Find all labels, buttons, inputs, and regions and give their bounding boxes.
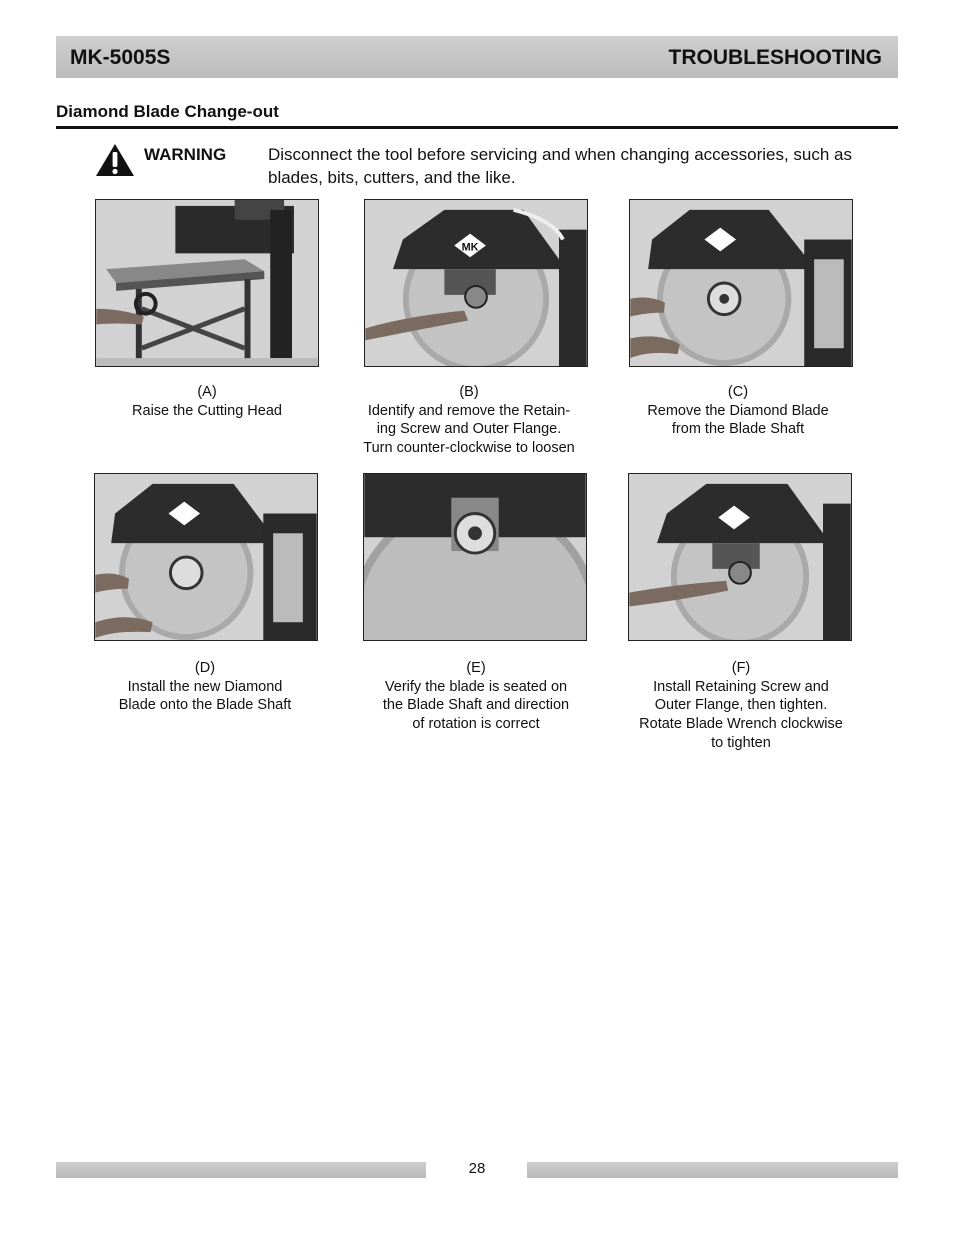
caption-b-line-3: Turn counter-clockwise to loosen — [363, 440, 575, 457]
photo-f-install-screw — [628, 473, 852, 641]
caption-f-line-4: to tighten — [711, 734, 771, 751]
section-title: Diamond Blade Change-out — [56, 102, 279, 121]
photo-c-remove-blade — [629, 199, 853, 367]
caption-d-letter: (D) — [194, 660, 216, 676]
caption-e-line-1: Verify the blade is seated on — [384, 678, 568, 695]
warning-text: Disconnect the tool before servicing and when changing accessories, such as blades, bits, cutters, and the like. — [268, 145, 853, 187]
caption-f — [621, 659, 861, 753]
caption-f-line-3: Rotate Blade Wrench clockwise — [639, 716, 843, 733]
footer-bar-right — [527, 1162, 898, 1178]
caption-d-line-2: Blade onto the Blade Shaft — [118, 697, 292, 714]
photo-b-remove-retaining-screw — [364, 199, 588, 367]
caption-f-letter: (F) — [731, 660, 751, 676]
warning-label: WARNING — [144, 145, 227, 164]
caption-c-line-2: from the Blade Shaft — [671, 421, 805, 438]
caption-b-letter: (B) — [459, 384, 479, 400]
caption-a — [87, 383, 327, 420]
caption-f-line-2: Outer Flange, then tighten. — [654, 697, 828, 714]
mk-logo: MK — [461, 241, 479, 254]
caption-a-line-1: Raise the Cutting Head — [132, 402, 282, 419]
caption-e-line-2: the Blade Shaft and direction — [382, 697, 570, 714]
caption-e-letter: (E) — [466, 660, 486, 676]
photo-a-raise-cutting-head — [95, 199, 319, 367]
model-name: MK-5005S — [70, 46, 171, 69]
caption-e — [356, 659, 596, 734]
warning-triangle-icon — [95, 143, 135, 177]
caption-c — [618, 383, 858, 439]
caption-b-line-2: ing Screw and Outer Flange. — [376, 421, 562, 438]
header-bar — [56, 36, 898, 78]
footer-bar-left — [56, 1162, 426, 1178]
section-divider — [56, 126, 898, 129]
caption-b-line-1: Identify and remove the Retain- — [367, 402, 571, 419]
caption-c-line-1: Remove the Diamond Blade — [647, 402, 829, 419]
caption-e-line-3: of rotation is correct — [412, 716, 540, 733]
caption-d-line-1: Install the new Diamond — [127, 678, 283, 695]
section-name: TROUBLESHOOTING — [668, 46, 882, 69]
page-number: 28 — [468, 1160, 486, 1177]
caption-c-letter: (C) — [727, 384, 749, 400]
caption-a-letter: (A) — [197, 384, 217, 400]
photo-d-install-blade — [94, 473, 318, 641]
caption-f-line-1: Install Retaining Screw and — [653, 678, 829, 695]
photo-e-verify-seated — [363, 473, 587, 641]
caption-b — [349, 383, 589, 458]
caption-d — [85, 659, 325, 715]
